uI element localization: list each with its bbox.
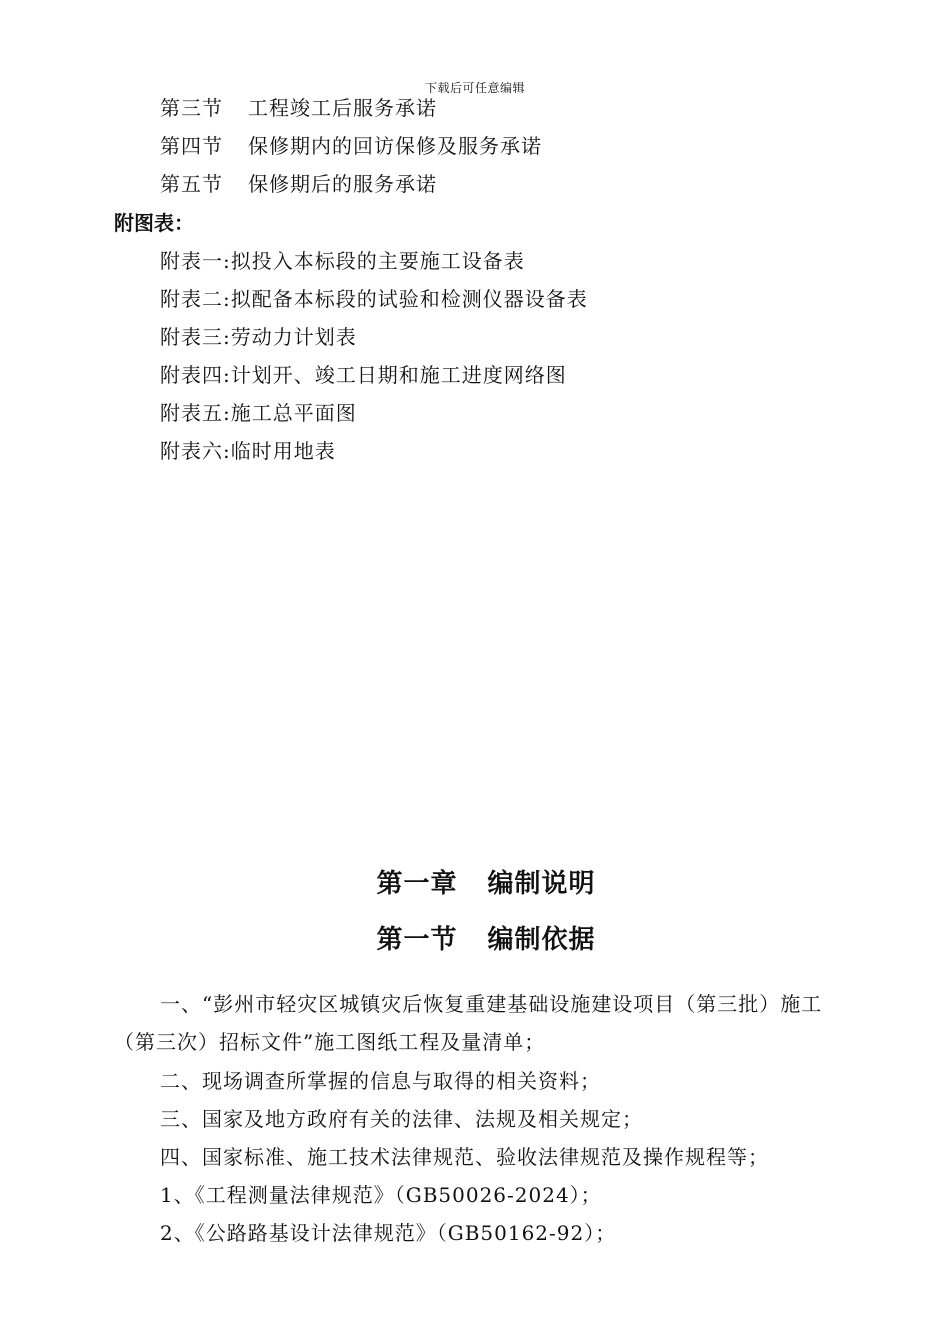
- appendix-heading: 附图表：: [114, 211, 194, 235]
- toc-section-number: 第五节: [160, 172, 223, 196]
- appendix-item: 附表三:劳动力计划表: [160, 325, 357, 349]
- chapter-title: [0, 868, 950, 900]
- basis-item: 2、《公路路基设计法律规范》（GB50162-92）；: [160, 1221, 617, 1245]
- chapter-number: 第一章: [376, 869, 458, 899]
- basis-item: 三、国家及地方政府有关的法律、法规及相关规定；: [160, 1107, 643, 1131]
- section-title: [0, 924, 950, 956]
- appendix-item: 附表二:拟配备本标段的试验和检测仪器设备表: [160, 287, 588, 311]
- toc-entry: [160, 172, 437, 196]
- toc-section-number: 第三节: [160, 96, 223, 120]
- section-name: 编制依据: [487, 925, 596, 955]
- toc-entry: [160, 134, 542, 158]
- appendix-item: 附表五:施工总平面图: [160, 401, 357, 425]
- toc-entry: [160, 96, 437, 120]
- basis-item: 四、国家标准、施工技术法律规范、验收法律规范及操作规程等；: [160, 1145, 769, 1169]
- toc-section-title: 保修期内的回访保修及服务承诺: [248, 134, 542, 158]
- basis-item: 二、现场调查所掌握的信息与取得的相关资料；: [160, 1069, 601, 1093]
- toc-section-title: 工程竣工后服务承诺: [248, 96, 437, 120]
- section-number: 第一节: [376, 925, 458, 955]
- toc-section-number: 第四节: [160, 134, 223, 158]
- page-header-note: 下载后可任意编辑: [424, 81, 525, 95]
- appendix-item: 附表六:临时用地表: [160, 439, 336, 463]
- toc-section-title: 保修期后的服务承诺: [248, 172, 437, 196]
- appendix-item: 附表一:拟投入本标段的主要施工设备表: [160, 249, 525, 273]
- chapter-name: 编制说明: [487, 869, 596, 899]
- basis-item: 1、《工程测量法律规范》（GB50026-2024）；: [160, 1183, 602, 1207]
- appendix-item: 附表四:计划开、竣工日期和施工进度网络图: [160, 363, 567, 387]
- basis-paragraph: 一、“彭州市轻灾区城镇灾后恢复重建基础设施建设项目（第三批）施工（第三次）招标文件”施工图纸工程及量清单；: [114, 992, 823, 1054]
